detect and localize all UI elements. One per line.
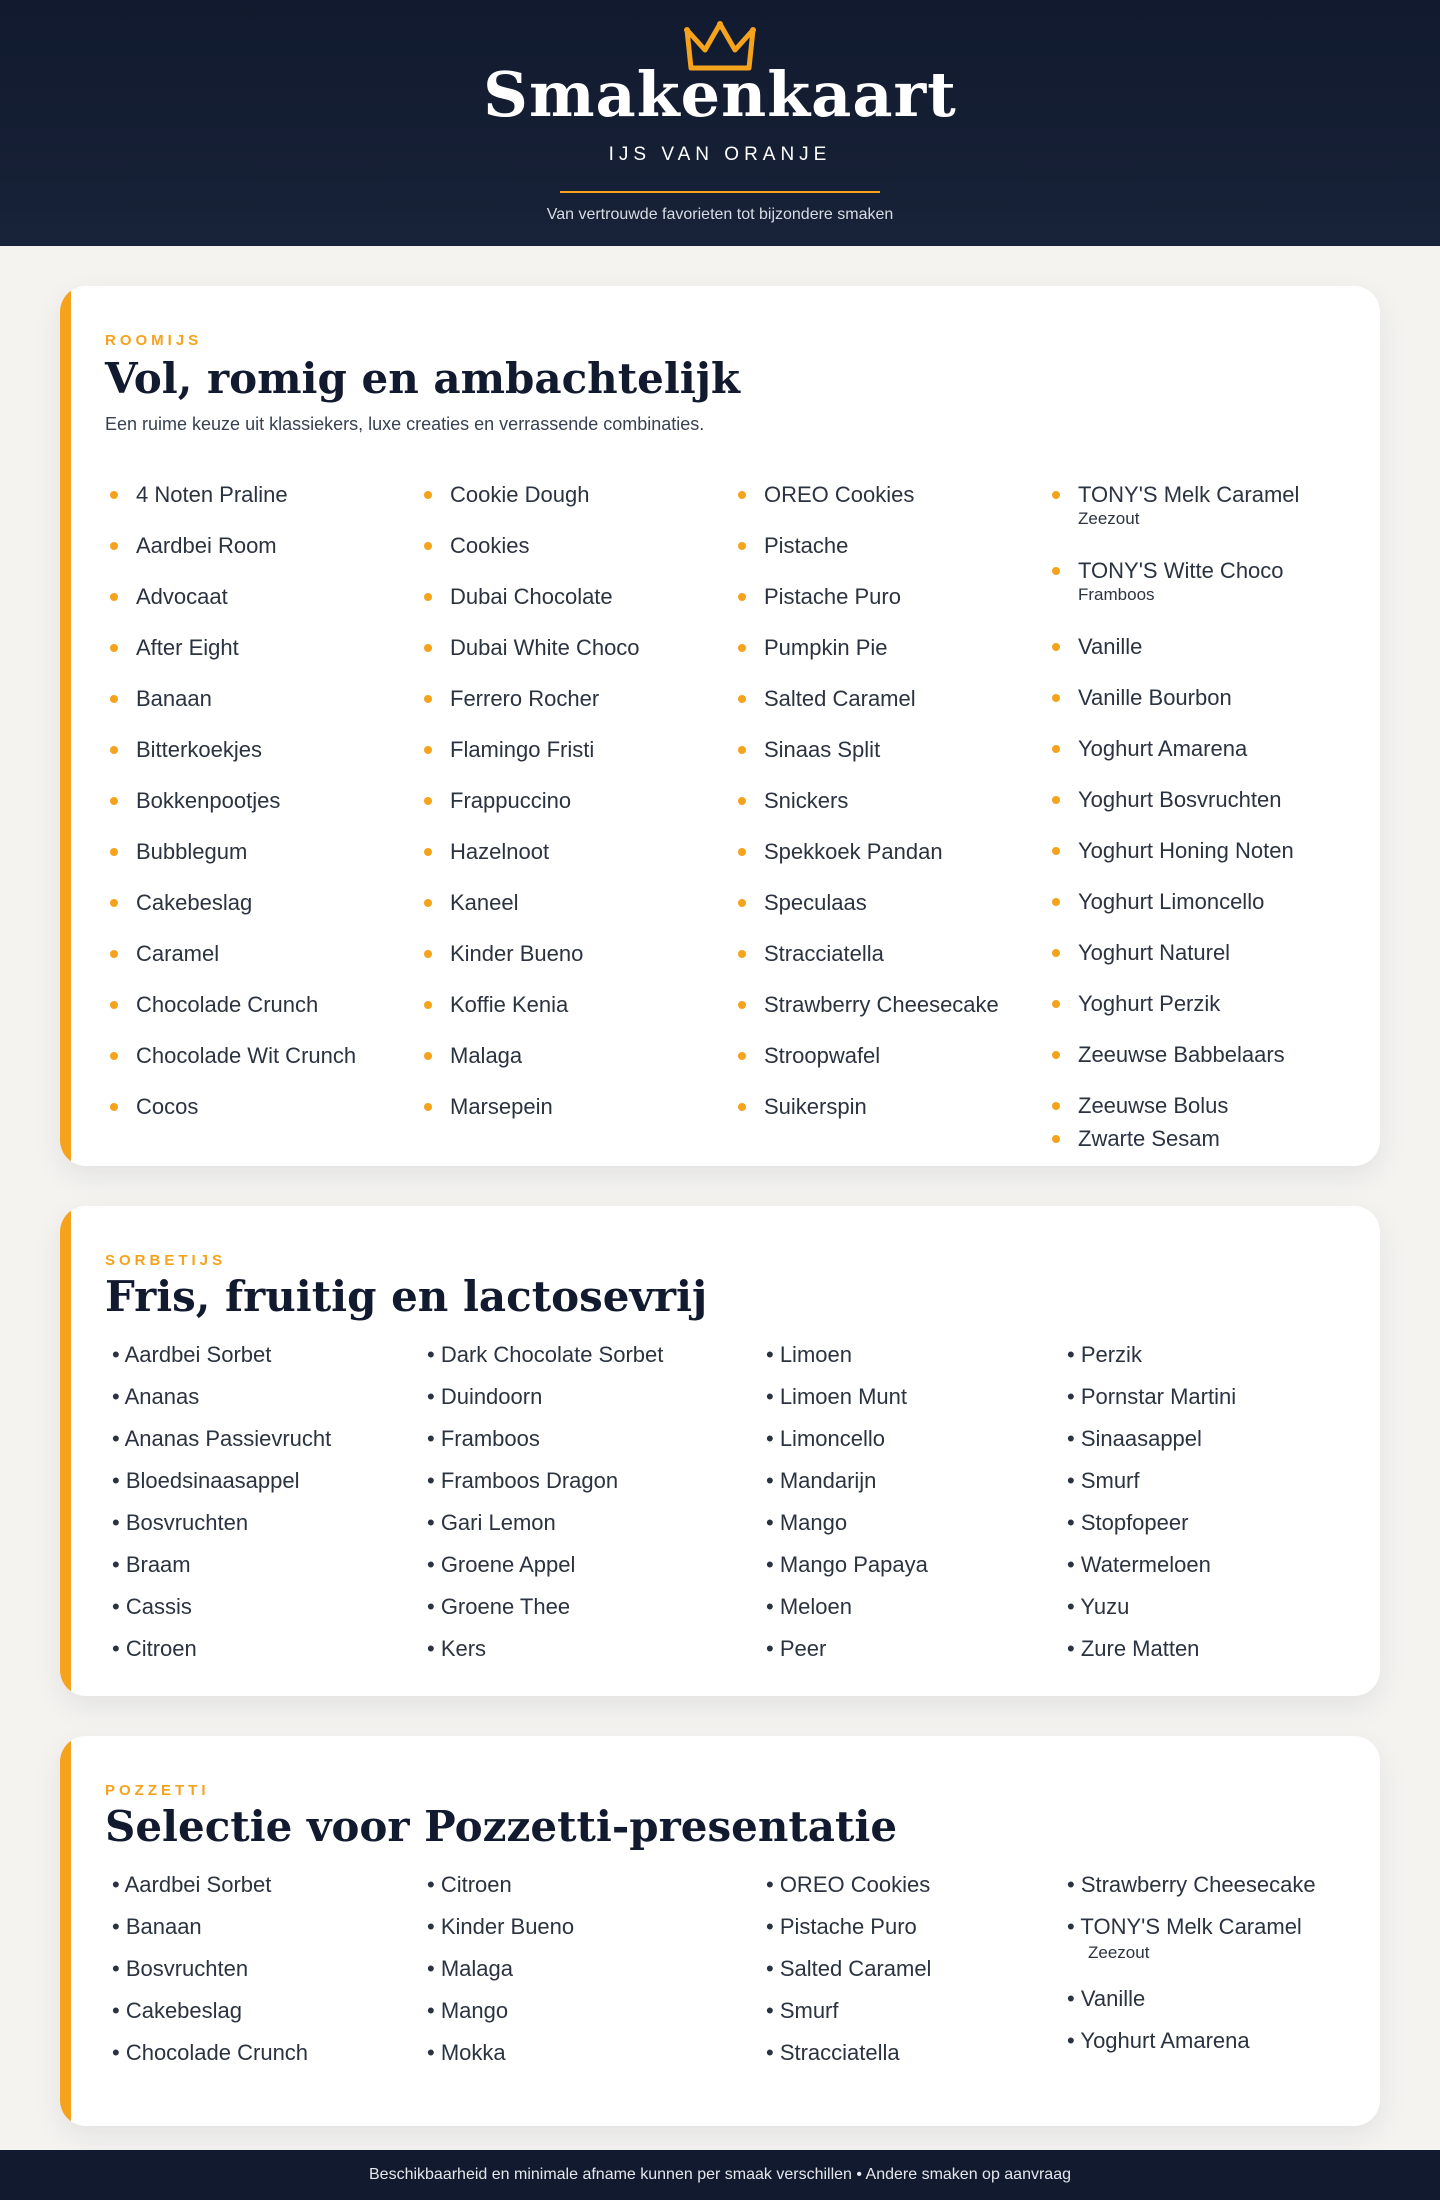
flavor-name: • Malaga (427, 1956, 513, 1981)
flavor-name: Kaneel (450, 890, 519, 915)
bullet-dot (738, 899, 746, 907)
bullet-dot (1052, 643, 1060, 651)
bullet-dot (424, 644, 432, 652)
card-sorbetijs (60, 1206, 1380, 1696)
bullet-dot (738, 1052, 746, 1060)
bullet-dot (110, 899, 118, 907)
flavor-name: Yoghurt Amarena (1078, 736, 1248, 761)
flavor-name: Yoghurt Limoncello (1078, 889, 1265, 914)
flavor-name: • Chocolade Crunch (112, 2040, 309, 2065)
section-title: Fris, fruitig en lactosevrij (105, 1272, 708, 1321)
flavor-name: Pistache (764, 533, 849, 558)
bullet-dot (110, 542, 118, 550)
flavor-item: • Duindoorn (427, 1384, 543, 1409)
flavor-item (112, 2040, 308, 2066)
flavor-name: Zeeuwse Bolus (1078, 1093, 1229, 1118)
flavor-item (112, 1914, 202, 1940)
bullet-dot (738, 1103, 746, 1111)
flavor-item: • Bloedsinaasappel (112, 1468, 300, 1493)
bullet-dot (110, 491, 118, 499)
bullet-dot (1052, 491, 1060, 499)
flavor-name: Cookies (450, 533, 530, 558)
flavor-name: Yoghurt Perzik (1078, 991, 1221, 1016)
flavor-name: • Pistache Puro (766, 1914, 917, 1939)
flavor-name: Cocos (136, 1094, 199, 1119)
flavor-name: • Bosvruchten (112, 1956, 249, 1981)
bullet-dot (424, 695, 432, 703)
flavor-name: Yoghurt Naturel (1078, 940, 1231, 965)
flavor-name: Dubai Chocolate (450, 584, 613, 609)
flavor-item (766, 1914, 917, 1940)
flavor-name: Cakebeslag (136, 890, 253, 915)
flavor-name: Stracciatella (764, 941, 884, 966)
flavor-item (112, 1998, 242, 2024)
flavor-item: • Smurf (1067, 1468, 1140, 1493)
flavor-name: After Eight (136, 635, 239, 660)
flavor-item: • Pornstar Martini (1067, 1384, 1237, 1409)
flavor-name: • Cakebeslag (112, 1998, 243, 2023)
flavor-name: • OREO Cookies (766, 1872, 931, 1897)
flavor-name: Chocolade Crunch (136, 992, 319, 1017)
bullet-dot (738, 593, 746, 601)
card-roomijs (60, 286, 1380, 1166)
flavor-name: Strawberry Cheesecake (764, 992, 999, 1017)
bullet-dot (110, 1103, 118, 1111)
flavor-item: • Mango Papaya (766, 1552, 928, 1577)
bullet-dot (1052, 694, 1060, 702)
bullet-dot (738, 746, 746, 754)
bullet-dot (110, 644, 118, 652)
flavor-item: • Groene Thee (427, 1594, 571, 1619)
flavor-name: • Aardbei Sorbet (112, 1872, 272, 1897)
flavor-name: Caramel (136, 941, 220, 966)
bullet-dot (1052, 949, 1060, 957)
bullet-dot (424, 899, 432, 907)
flavor-item (766, 1956, 931, 1982)
bullet-dot (738, 644, 746, 652)
bullet-dot (1052, 796, 1060, 804)
flavor-name: Flamingo Fristi (450, 737, 595, 762)
flavor-name: 4 Noten Praline (136, 482, 288, 507)
flavor-item (112, 1872, 271, 1898)
flavor-name: Stroopwafel (764, 1043, 881, 1068)
bullet-dot (424, 848, 432, 856)
bullet-dot (738, 491, 746, 499)
bullet-dot (1052, 1051, 1060, 1059)
bullet-dot (424, 797, 432, 805)
section-title: Selectie voor Pozzetti-presentatie (105, 1802, 898, 1851)
flavor-name: Dubai White Choco (450, 635, 640, 660)
flavor-name: Bokkenpootjes (136, 788, 281, 813)
flavor-item (1067, 1986, 1145, 2012)
page-header (0, 0, 1440, 246)
flavor-name: • Salted Caramel (766, 1956, 932, 1981)
bullet-dot (1052, 567, 1060, 575)
flavor-name: Pistache Puro (764, 584, 901, 609)
flavor-item (427, 1956, 513, 1982)
section-eyebrow: ROOMIJS (105, 332, 203, 349)
flavor-name: Advocaat (136, 584, 228, 609)
flavor-name: • Citroen (427, 1872, 512, 1897)
brand-title: Smakenkaart (483, 58, 957, 131)
bullet-dot (738, 542, 746, 550)
bullet-dot (424, 746, 432, 754)
flavor-item: • Braam (112, 1552, 191, 1577)
flavor-item (427, 1914, 574, 1940)
bullet-dot (424, 491, 432, 499)
flavor-name: Snickers (764, 788, 849, 813)
flavor-item: • Meloen (766, 1594, 852, 1619)
flavor-name: Chocolade Wit Crunch (136, 1043, 357, 1068)
flavor-name: Kinder Bueno (450, 941, 584, 966)
flavor-item: • Gari Lemon (427, 1510, 556, 1535)
flavor-item: • Yuzu (1067, 1594, 1130, 1619)
flavor-name: Bitterkoekjes (136, 737, 262, 762)
bullet-dot (424, 593, 432, 601)
flavor-item: • Mango (766, 1510, 848, 1535)
bullet-dot (424, 1052, 432, 1060)
bullet-dot (110, 950, 118, 958)
flavor-name: Aardbei Room (136, 533, 277, 558)
flavor-name: TONY'S Witte Choco (1078, 558, 1284, 583)
flavor-item: • Aardbei Sorbet (112, 1342, 272, 1367)
bullet-dot (1052, 847, 1060, 855)
flavor-item (766, 1872, 930, 1898)
flavor-item: • Limoen (766, 1342, 852, 1367)
flavor-item (112, 1956, 248, 1982)
flavor-item: • Kers (427, 1636, 487, 1661)
flavor-item: • Bosvruchten (112, 1510, 249, 1535)
flavor-name: Vanille (1078, 634, 1143, 659)
flavor-item: • Groene Appel (427, 1552, 576, 1577)
flavor-name: Zeeuwse Babbelaars (1078, 1042, 1285, 1067)
bullet-dot (1052, 745, 1060, 753)
bullet-dot (424, 1001, 432, 1009)
flavor-name: Yoghurt Honing Noten (1078, 838, 1294, 863)
flavor-note: Zeezout (1088, 1943, 1150, 1962)
flavor-name: OREO Cookies (764, 482, 915, 507)
section-description: Een ruime keuze uit klassiekers, luxe creaties en verrassende combinaties. (105, 414, 705, 434)
flavor-name: • Mokka (427, 2040, 506, 2065)
flavor-name: Pumpkin Pie (764, 635, 888, 660)
bullet-dot (110, 695, 118, 703)
flavor-name: Suikerspin (764, 1094, 867, 1119)
flavor-item: • Citroen (112, 1636, 197, 1661)
bullet-dot (110, 1001, 118, 1009)
flavor-item (1067, 1914, 1302, 1940)
section-eyebrow: SORBETIJS (105, 1252, 227, 1269)
flavor-name: Hazelnoot (450, 839, 550, 864)
flavor-name: • Smurf (766, 1998, 839, 2023)
flavor-name: Zwarte Sesam (1078, 1126, 1220, 1151)
header-divider (560, 191, 880, 193)
flavor-item: • Framboos (427, 1426, 540, 1451)
flavor-item: • Peer (766, 1636, 827, 1661)
flavor-item (427, 1872, 512, 1898)
flavor-name: Speculaas (764, 890, 867, 915)
flavor-item: • Framboos Dragon (427, 1468, 619, 1493)
card-pozzetti (60, 1736, 1380, 2126)
flavor-name: Sinaas Split (764, 737, 881, 762)
flavor-name: • TONY'S Melk Caramel (1067, 1914, 1302, 1939)
bullet-dot (738, 797, 746, 805)
bullet-dot (1052, 1135, 1060, 1143)
bullet-dot (738, 695, 746, 703)
bullet-dot (110, 848, 118, 856)
flavor-item: • Stopfopeer (1067, 1510, 1189, 1535)
flavor-item (1067, 2028, 1250, 2054)
bullet-dot (1052, 898, 1060, 906)
flavor-name: Marsepein (450, 1094, 553, 1119)
flavor-name: Banaan (136, 686, 212, 711)
flavor-item (427, 1998, 508, 2024)
brand-tagline: Van vertrouwde favorieten tot bijzondere smaken (546, 206, 894, 223)
flavor-item: • Sinaasappel (1067, 1426, 1202, 1451)
bullet-dot (424, 542, 432, 550)
flavor-item: • Limoncello (766, 1426, 885, 1451)
flavor-name: Frappuccino (450, 788, 572, 813)
flavor-name: • Mango (427, 1998, 509, 2023)
flavor-name: Malaga (450, 1043, 523, 1068)
flavor-name: Bubblegum (136, 839, 248, 864)
bullet-dot (110, 746, 118, 754)
flavor-item: • Dark Chocolate Sorbet (427, 1342, 664, 1367)
flavor-name: Spekkoek Pandan (764, 839, 943, 864)
bullet-dot (424, 950, 432, 958)
flavor-item: • Mandarijn (766, 1468, 877, 1493)
flavor-item (766, 2040, 900, 2066)
flavor-name: Ferrero Rocher (450, 686, 600, 711)
bullet-dot (110, 593, 118, 601)
bullet-dot (110, 797, 118, 805)
page-footer: Beschikbaarheid en minimale afname kunnen per smaak verschillen • Andere smaken op aanvraag (0, 2150, 1440, 2200)
flavor-item: • Perzik (1067, 1342, 1142, 1367)
flavor-name: TONY'S Melk Caramel (1078, 482, 1300, 507)
bullet-dot (1052, 1102, 1060, 1110)
flavor-note: Zeezout (1078, 509, 1140, 528)
flavor-name: • Stracciatella (766, 2040, 900, 2065)
flavor-name: Yoghurt Bosvruchten (1078, 787, 1282, 812)
flavor-item: • Cassis (112, 1594, 192, 1619)
flavor-name: • Vanille (1067, 1986, 1146, 2011)
flavor-name: • Banaan (112, 1914, 202, 1939)
bullet-dot (1052, 1000, 1060, 1008)
bullet-dot (738, 848, 746, 856)
flavor-name: • Strawberry Cheesecake (1067, 1872, 1316, 1897)
flavor-item: • Limoen Munt (766, 1384, 907, 1409)
bullet-dot (738, 950, 746, 958)
flavor-item (1067, 1872, 1316, 1898)
bullet-dot (110, 1052, 118, 1060)
flavor-name: Vanille Bourbon (1078, 685, 1232, 710)
flavor-item: • Watermeloen (1067, 1552, 1211, 1577)
section-title: Vol, romig en ambachtelijk (105, 354, 741, 403)
bullet-dot (738, 1001, 746, 1009)
flavor-name: • Kinder Bueno (427, 1914, 575, 1939)
brand-subtitle: IJS VAN ORANJE (608, 144, 832, 165)
flavor-name: Cookie Dough (450, 482, 590, 507)
flavor-name: • Yoghurt Amarena (1067, 2028, 1250, 2053)
flavor-name: Salted Caramel (764, 686, 916, 711)
flavor-note: Framboos (1078, 585, 1155, 604)
bullet-dot (424, 1103, 432, 1111)
flavor-item (427, 2040, 506, 2066)
section-eyebrow: POZZETTI (105, 1782, 210, 1799)
flavor-item: • Ananas Passievrucht (112, 1426, 332, 1451)
flavor-item: • Ananas (112, 1384, 200, 1409)
flavor-item: • Zure Matten (1067, 1636, 1200, 1661)
flavor-item (766, 1998, 839, 2024)
flavor-name: Koffie Kenia (450, 992, 569, 1017)
